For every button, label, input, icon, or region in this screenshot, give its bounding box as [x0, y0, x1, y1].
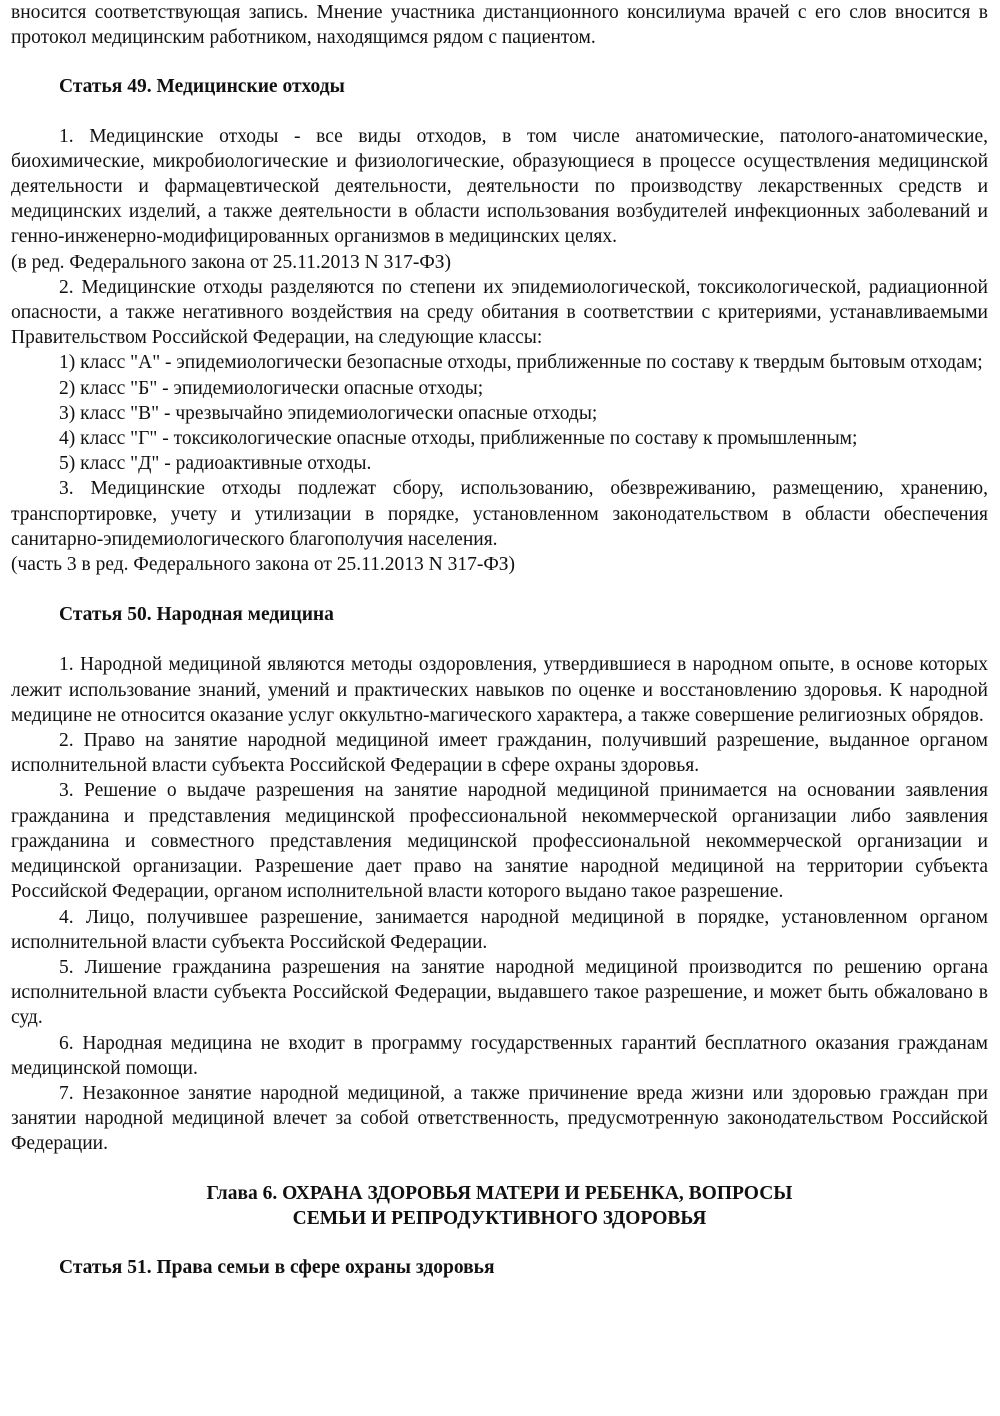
article-51-title: Статья 51. Права семьи в сфере охраны здоровья [59, 1256, 495, 1278]
article-50-paragraph-7: 7. Незаконное занятие народной медициной, а также причинение вреда жизни или здоровью граждан при занятии народной медициной влечет за собой ответственность, предусмотренную законодательством Российской Федерации. [11, 1082, 988, 1155]
article-49-class-d: 5) класс "Д" - радиоактивные отходы. [59, 453, 372, 475]
article-49-class-b: 2) класс "Б" - эпидемиологически опасные отходы; [59, 377, 484, 399]
article-50-paragraph-3: 3. Решение о выдаче разрешения на занятие народной медициной принимается на основании заявления гражданина и представления медицинской профессиональной некоммерческой организации либо заявления гражданина и совместного представления медицинской профессиональной некоммерческой организации и медицинской организации. Разрешение дает право на занятие народной медициной на территории субъекта Российской Федерации, органом исполнительной власти которого выдано такое разрешение. [11, 780, 988, 903]
article-49-amendment-note-1: (в ред. Федерального закона от 25.11.2013 N 317-ФЗ) [11, 251, 452, 273]
article-49-paragraph-1: 1. Медицинские отходы - все виды отходов, в том числе анатомические, патолого-анатомические, биохимические, микробиологические и физиологические, образующиеся в процессе осуществления медицинской деятельности и фармацевтической деятельности, деятельности по производству лекарственных средств и медицинских изделий, а также деятельности в области использования возбудителей инфекционных заболеваний и генно-инженерно-модифицированных организмов в медицинских целях. [11, 125, 988, 248]
article-50-paragraph-5: 5. Лишение гражданина разрешения на занятие народной медициной производится по решению органа исполнительной власти субъекта Российской Федерации, выдавшего такое разрешение, и может быть обжаловано в суд. [11, 956, 988, 1029]
article-49-class-g: 4) класс "Г" - токсикологические опасные отходы, приближенные по составу к промышленным; [59, 428, 858, 450]
article-49-class-a: 1) класс "А" - эпидемиологически безопасные отходы, приближенные по составу к твердым бытовым отходам; [59, 352, 983, 374]
article-50-paragraph-2: 2. Право на занятие народной медициной имеет гражданин, получивший разрешение, выданное органом исполнительной власти субъекта Российской Федерации в сфере охраны здоровья. [11, 730, 988, 777]
article-49-paragraph-3: 3. Медицинские отходы подлежат сбору, использованию, обезвреживанию, размещению, хранению, транспортировке, учету и утилизации в порядке, установленном законодательством в области обеспечения санитарно-эпидемиологического благополучия населения. [11, 478, 988, 550]
article-50-paragraph-6: 6. Народная медицина не входит в программу государственных гарантий бесплатного оказания гражданам медицинской помощи. [11, 1032, 988, 1079]
chapter-6-title-line-1: Глава 6. ОХРАНА ЗДОРОВЬЯ МАТЕРИ И РЕБЕНКА, ВОПРОСЫ [206, 1182, 793, 1204]
article-49-title: Статья 49. Медицинские отходы [59, 76, 345, 98]
article-49-paragraph-2: 2. Медицинские отходы разделяются по степени их эпидемиологической, токсикологической, радиационной опасности, а также негативного воздействия на среду обитания в соответствии с критериями, устанавливаемыми Правительством Российской Федерации, на следующие классы: [11, 276, 988, 349]
chapter-6-title [11, 1181, 988, 1231]
article-50-paragraph-4: 4. Лицо, получившее разрешение, занимается народной медициной в порядке, установленном органом исполнительной власти субъекта Российской Федерации. [11, 906, 988, 953]
chapter-6-title-line-2: СЕМЬИ И РЕПРОДУКТИВНОГО ЗДОРОВЬЯ [292, 1207, 707, 1229]
intro-paragraph: вносится соответствующая запись. Мнение участника дистанционного консилиума врачей с его слов вносится в протокол медицинским работником, находящимся рядом с пациентом. [11, 2, 988, 49]
article-50-paragraph-1: 1. Народной медициной являются методы оздоровления, утвердившиеся в народном опыте, в основе которых лежит использование знаний, умений и практических навыков по оценке и восстановлению здоровья. К народной медицине не относится оказание услуг оккультно-магического характера, а также совершение религиозных обрядов. [11, 654, 988, 726]
article-50-title: Статья 50. Народная медицина [59, 604, 334, 626]
article-49-amendment-note-3: (часть 3 в ред. Федерального закона от 25.11.2013 N 317-ФЗ) [11, 554, 516, 576]
article-49-class-v: 3) класс "В" - чрезвычайно эпидемиологически опасные отходы; [59, 402, 598, 424]
